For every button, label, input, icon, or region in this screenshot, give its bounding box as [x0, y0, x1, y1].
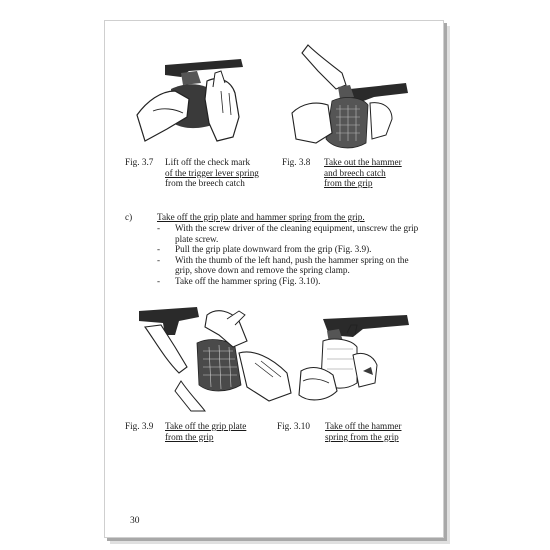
figure-3-7-line-2: of the trigger lever spring	[165, 167, 259, 178]
figure-3-9-number: Fig. 3.9	[125, 421, 154, 431]
section-heading: Take off the grip plate and hammer spring from the grip.	[157, 212, 365, 222]
figure-3-9-line-1: Take off the grip plate	[165, 421, 247, 431]
figure-3-8-line-2: and breech catch	[324, 167, 386, 178]
figure-3-7-line-3: from the breech catch	[165, 178, 245, 188]
figure-3-8-line-3: from the grip	[324, 178, 373, 188]
figure-3-7-line-1: Lift off the check mark	[165, 157, 251, 167]
step-item: - Pull the grip plate downward from the grip (Fig. 3.9).	[157, 244, 372, 254]
figure-3-7-caption	[125, 157, 295, 191]
figure-3-10-caption	[277, 421, 445, 445]
figure-3-7-number: Fig. 3.7	[125, 157, 154, 167]
section-label: c)	[125, 212, 133, 222]
step-item: - With the screw driver of the cleaning equipment, unscrew the grip plate screw.	[157, 223, 419, 244]
step-item: - Take off the hammer spring (Fig. 3.10).	[157, 275, 321, 286]
figure-3-8-line-1: Take out the hammer	[324, 157, 402, 167]
manual-page	[104, 20, 444, 538]
figure-3-9-line-2: from the grip	[165, 431, 214, 442]
page-number: 30	[130, 516, 140, 526]
figure-3-8-illustration	[288, 43, 413, 157]
figure-3-10-line-2: spring from the grip	[325, 431, 399, 442]
figure-3-10-line-1: Take off the hammer	[325, 421, 402, 431]
figure-3-7-illustration	[135, 51, 257, 149]
figure-3-9-caption	[125, 421, 285, 445]
figure-3-8-number: Fig. 3.8	[282, 157, 311, 167]
step-item: - With the thumb of the left hand, push the hammer spring on the grip, shove down and remove the spring clamp.	[157, 254, 409, 275]
figure-3-8-caption	[282, 157, 442, 191]
figure-3-9-illustration	[135, 301, 295, 413]
figure-3-10-illustration	[293, 311, 413, 409]
figure-3-10-number: Fig. 3.10	[277, 421, 310, 431]
step-list	[157, 223, 427, 286]
